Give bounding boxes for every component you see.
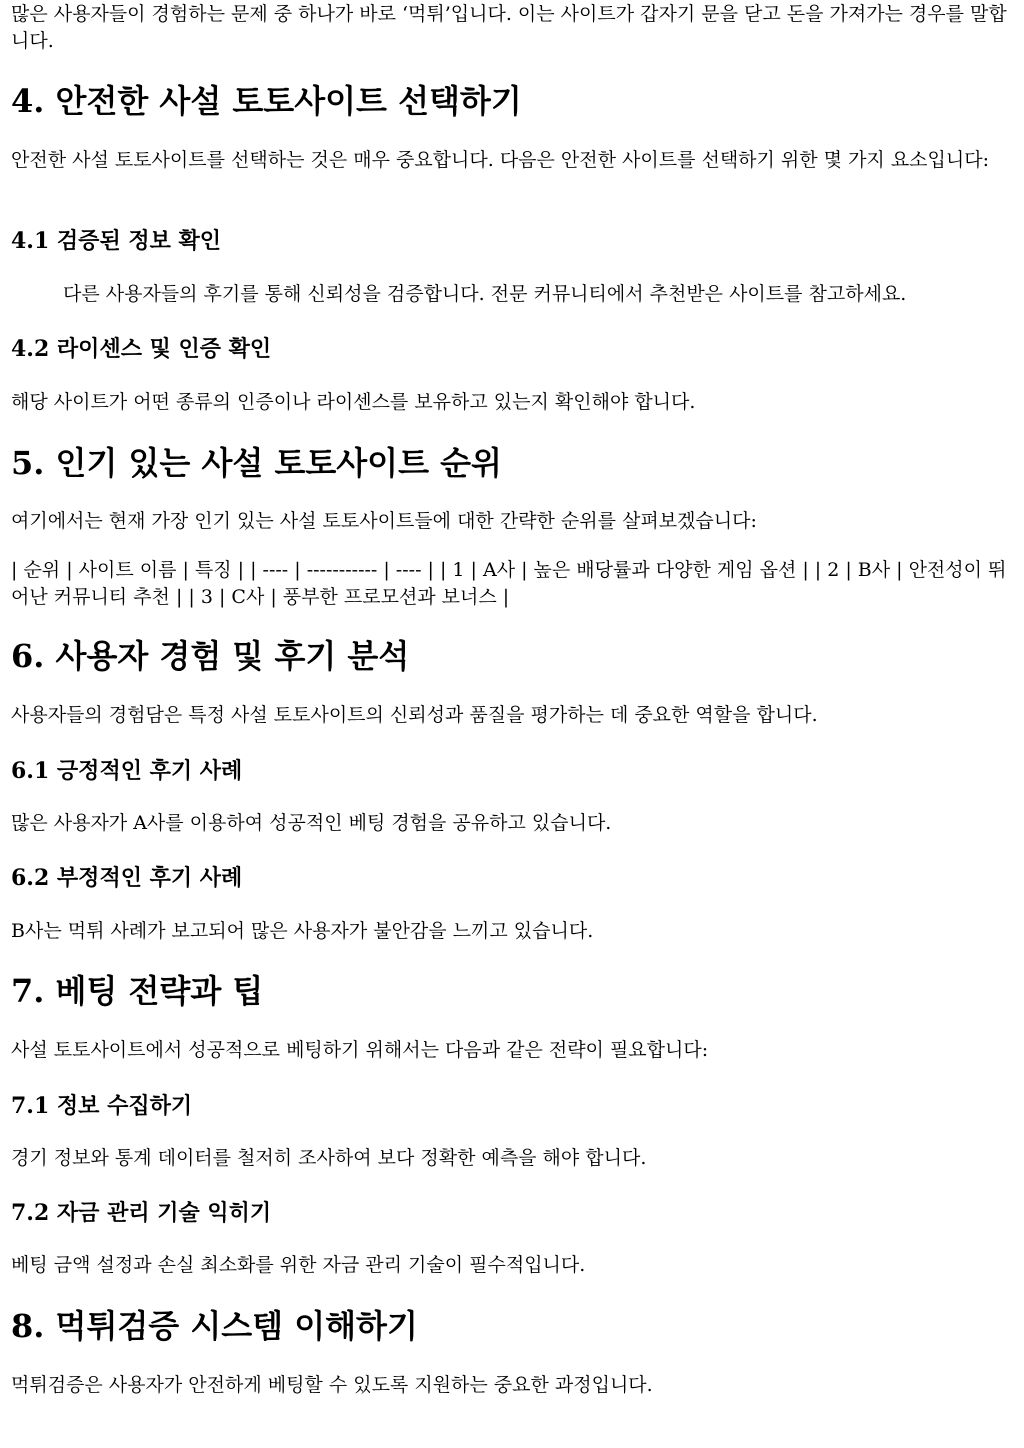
section-7-2-paragraph: 베팅 금액 설정과 손실 최소화를 위한 자금 관리 기술이 필수적입니다. [11,1254,586,1276]
section-7-2-heading: 7.2 자금 관리 기술 익히기 [11,1200,272,1226]
section-7-1-heading: 7.1 정보 수집하기 [11,1093,193,1119]
section-4-1-paragraph: 다른 사용자들의 후기를 통해 신뢰성을 검증합니다. 전문 커뮤니티에서 추천받은 사이트를 참고하세요. [63,283,907,305]
section-4-1-heading: 4.1 검증된 정보 확인 [11,228,222,254]
section-5-paragraph: 여기에서는 현재 가장 인기 있는 사설 토토사이트들에 대한 간략한 순위를 살펴보겠습니다: [11,510,757,532]
section-7-heading: 7. 베팅 전략과 팁 [11,972,264,1010]
section-6-2-heading: 6.2 부정적인 후기 사례 [11,865,243,891]
ranking-table-text: | 순위 | 사이트 이름 | 특징 | | ---- | ----------- | ---- | | 1 | A사 | 높은 배당률과 다양한 게임 옵션 | | 2 | B사 | 안전성이 뛰어난 커뮤니티 추천 | | 3 | C사 | 풍부한 프로모션과 보너스 | [11,559,1007,608]
section-6-1-paragraph: 많은 사용자가 A사를 이용하여 성공적인 베팅 경험을 공유하고 있습니다. [11,812,612,834]
section-4-heading: 4. 안전한 사설 토토사이트 선택하기 [11,82,522,120]
section-4-paragraph: 안전한 사설 토토사이트를 선택하는 것은 매우 중요합니다. 다음은 안전한 사이트를 선택하기 위한 몇 가지 요소입니다: [11,149,989,171]
section-6-paragraph: 사용자들의 경험담은 특정 사설 토토사이트의 신뢰성과 품질을 평가하는 데 중요한 역할을 합니다. [11,704,818,726]
section-7-1-paragraph: 경기 정보와 통계 데이터를 철저히 조사하여 보다 정확한 예측을 해야 합니다. [11,1147,647,1169]
section-6-2-paragraph: B사는 먹튀 사례가 보고되어 많은 사용자가 불안감을 느끼고 있습니다. [11,920,594,942]
section-4-2-heading: 4.2 라이센스 및 인증 확인 [11,336,272,362]
section-6-heading: 6. 사용자 경험 및 후기 분석 [11,637,410,675]
intro-paragraph: 많은 사용자들이 경험하는 문제 중 하나가 바로 ‘먹튀’입니다. 이는 사이트가 갑자기 문을 닫고 돈을 가져가는 경우를 말합니다. [11,3,1007,52]
section-6-1-heading: 6.1 긍정적인 후기 사례 [11,758,243,784]
section-8-paragraph: 먹튀검증은 사용자가 안전하게 베팅할 수 있도록 지원하는 중요한 과정입니다. [11,1374,653,1396]
section-4-2-paragraph: 해당 사이트가 어떤 종류의 인증이나 라이센스를 보유하고 있는지 확인해야 합니다. [11,391,696,413]
section-7-paragraph: 사설 토토사이트에서 성공적으로 베팅하기 위해서는 다음과 같은 전략이 필요합니다: [11,1039,709,1061]
section-5-heading: 5. 인기 있는 사설 토토사이트 순위 [11,444,502,482]
section-8-heading: 8. 먹튀검증 시스템 이해하기 [11,1307,418,1345]
